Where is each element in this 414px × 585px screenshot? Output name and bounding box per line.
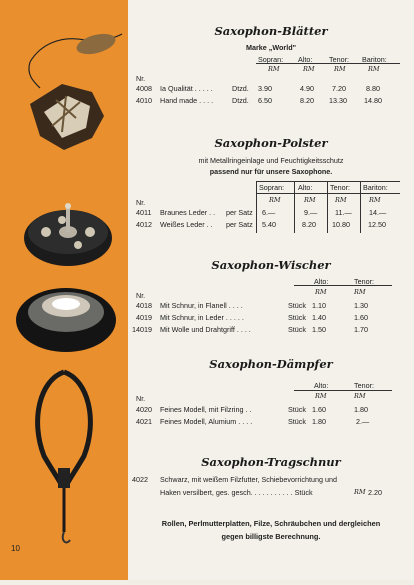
- divider: [294, 285, 392, 286]
- orange-sidebar: [0, 0, 128, 580]
- col-sopran: Sopran:: [258, 55, 284, 64]
- col-sopran: Sopran:: [259, 183, 285, 192]
- price: 5.40: [262, 220, 276, 229]
- footer-line-2: gegen billigste Berechnung.: [221, 532, 321, 541]
- price-list-page: [128, 0, 414, 580]
- reeds-photo-icon: [29, 30, 122, 150]
- pad-photo-icon: [24, 203, 112, 266]
- col-alto: Alto:: [298, 183, 313, 192]
- price: 11.—: [335, 208, 352, 217]
- section-title-daempfer: Saxophon-Dämpfer: [209, 357, 333, 371]
- price: 4.90: [300, 84, 314, 93]
- price: 1.80: [354, 405, 368, 414]
- item-unit: Stück: [288, 417, 306, 426]
- col-alto: Alto:: [314, 277, 329, 286]
- divider: [256, 181, 400, 182]
- section-title-blaetter: Saxophon-Blätter: [214, 24, 328, 38]
- currency-label: RM: [269, 196, 281, 204]
- item-description: Braunes Leder . .: [160, 208, 216, 217]
- item-number: 4022: [132, 475, 148, 484]
- nr-label: Nr.: [136, 198, 146, 207]
- price: 13.30: [329, 96, 347, 105]
- currency-label: RM: [354, 288, 366, 296]
- item-unit: per Satz: [226, 208, 253, 217]
- price: 2.—: [356, 417, 370, 426]
- mute-disc-photo-icon: [16, 288, 116, 352]
- price: 14.—: [369, 208, 387, 217]
- item-description: Feines Modell, mit Filzring . .: [160, 405, 252, 414]
- section-subtitle-blaetter: Marke „World": [245, 43, 296, 52]
- price: 1.50: [312, 325, 326, 334]
- price: 2.20: [368, 488, 382, 497]
- divider: [327, 181, 328, 233]
- item-description: Mit Wolle und Drahtgriff . . . .: [160, 325, 251, 334]
- item-unit: Dtzd.: [232, 84, 249, 93]
- item-number: 4008: [136, 84, 152, 93]
- currency-label: RM: [315, 288, 327, 296]
- price: 1.30: [354, 301, 368, 310]
- divider: [256, 181, 257, 233]
- price: 1.40: [312, 313, 326, 322]
- col-bariton: Bariton:: [362, 55, 387, 64]
- section-subtitle-polster: mit Metallringeinlage und Feuchtigkeitsschutz: [198, 156, 344, 165]
- price: 1.70: [354, 325, 368, 334]
- currency-label: RM: [354, 488, 366, 496]
- item-description: Weißes Leder . .: [160, 220, 213, 229]
- currency-label: RM: [268, 65, 280, 73]
- section-title-tragschnur: Saxophon-Tragschnur: [201, 455, 341, 469]
- price: 6.—: [262, 208, 276, 217]
- col-alto: Alto:: [314, 381, 329, 390]
- item-unit: Stück: [288, 313, 306, 322]
- currency-label: RM: [335, 196, 347, 204]
- price: 6.50: [258, 96, 272, 105]
- section-title-polster: Saxophon-Polster: [214, 136, 328, 150]
- price: 8.80: [366, 84, 380, 93]
- col-tenor: Tenor:: [330, 183, 350, 192]
- item-description: Mit Schnur, in Flanell . . . .: [160, 301, 243, 310]
- item-number: 4011: [136, 208, 152, 217]
- footer-line-1: Rollen, Perlmutterplatten, Filze, Schräubchen und dergleichen: [161, 519, 381, 528]
- currency-label: RM: [334, 65, 346, 73]
- nr-label: Nr.: [136, 291, 146, 300]
- strap-photo-icon: [38, 372, 91, 542]
- item-number: 4010: [136, 96, 152, 105]
- currency-label: RM: [354, 392, 366, 400]
- product-photos: [0, 0, 128, 580]
- item-unit: per Satz: [226, 220, 253, 229]
- currency-label: RM: [369, 196, 381, 204]
- price: 8.20: [302, 220, 316, 229]
- item-description: Mit Schnur, in Leder . . . . .: [160, 313, 244, 322]
- price: 8.20: [300, 96, 314, 105]
- item-number: 14019: [132, 325, 152, 334]
- currency-label: RM: [315, 392, 327, 400]
- item-description: Schwarz, mit weißem Filzfutter, Schiebevorrichtung und: [160, 475, 337, 484]
- price: 7.20: [332, 84, 346, 93]
- price: 1.60: [312, 405, 326, 414]
- item-unit: Stück: [288, 301, 306, 310]
- price: 3.90: [258, 84, 272, 93]
- col-tenor: Tenor:: [354, 381, 374, 390]
- price: 14.80: [364, 96, 382, 105]
- item-number: 4020: [136, 405, 152, 414]
- currency-label: RM: [304, 196, 316, 204]
- item-description-2: Haken versilbert, ges. gesch. . . . . . . . . . . Stück: [160, 488, 313, 497]
- section-title-wischer: Saxophon-Wischer: [211, 258, 331, 272]
- item-number: 4018: [136, 301, 152, 310]
- price: 9.—: [304, 208, 318, 217]
- price: 1.60: [354, 313, 368, 322]
- item-description: Hand made . . . .: [160, 96, 214, 105]
- divider: [360, 181, 361, 233]
- item-number: 4021: [136, 417, 152, 426]
- item-description: Feines Modell, Alumium . . . .: [160, 417, 253, 426]
- price: 12.50: [368, 220, 386, 229]
- item-unit: Dtzd.: [232, 96, 249, 105]
- divider: [256, 193, 400, 194]
- col-tenor: Tenor:: [354, 277, 374, 286]
- item-unit: Stück: [288, 325, 306, 334]
- section-subtitle-polster-2: passend nur für unsere Saxophone.: [209, 167, 333, 176]
- col-tenor: Tenor:: [329, 55, 349, 64]
- price: 1.80: [312, 417, 326, 426]
- page-number: 10: [11, 544, 20, 553]
- col-bariton: Bariton:: [363, 183, 388, 192]
- currency-label: RM: [303, 65, 315, 73]
- divider: [294, 181, 295, 233]
- divider: [294, 390, 392, 391]
- col-alto: Alto:: [298, 55, 313, 64]
- currency-label: RM: [368, 65, 380, 73]
- item-number: 4012: [136, 220, 152, 229]
- nr-label: Nr.: [136, 394, 146, 403]
- item-number: 4019: [136, 313, 152, 322]
- price: 10.80: [332, 220, 350, 229]
- item-description: Ia Qualität . . . . .: [160, 84, 213, 93]
- nr-label: Nr.: [136, 74, 146, 83]
- item-unit: Stück: [288, 405, 306, 414]
- price: 1.10: [312, 301, 326, 310]
